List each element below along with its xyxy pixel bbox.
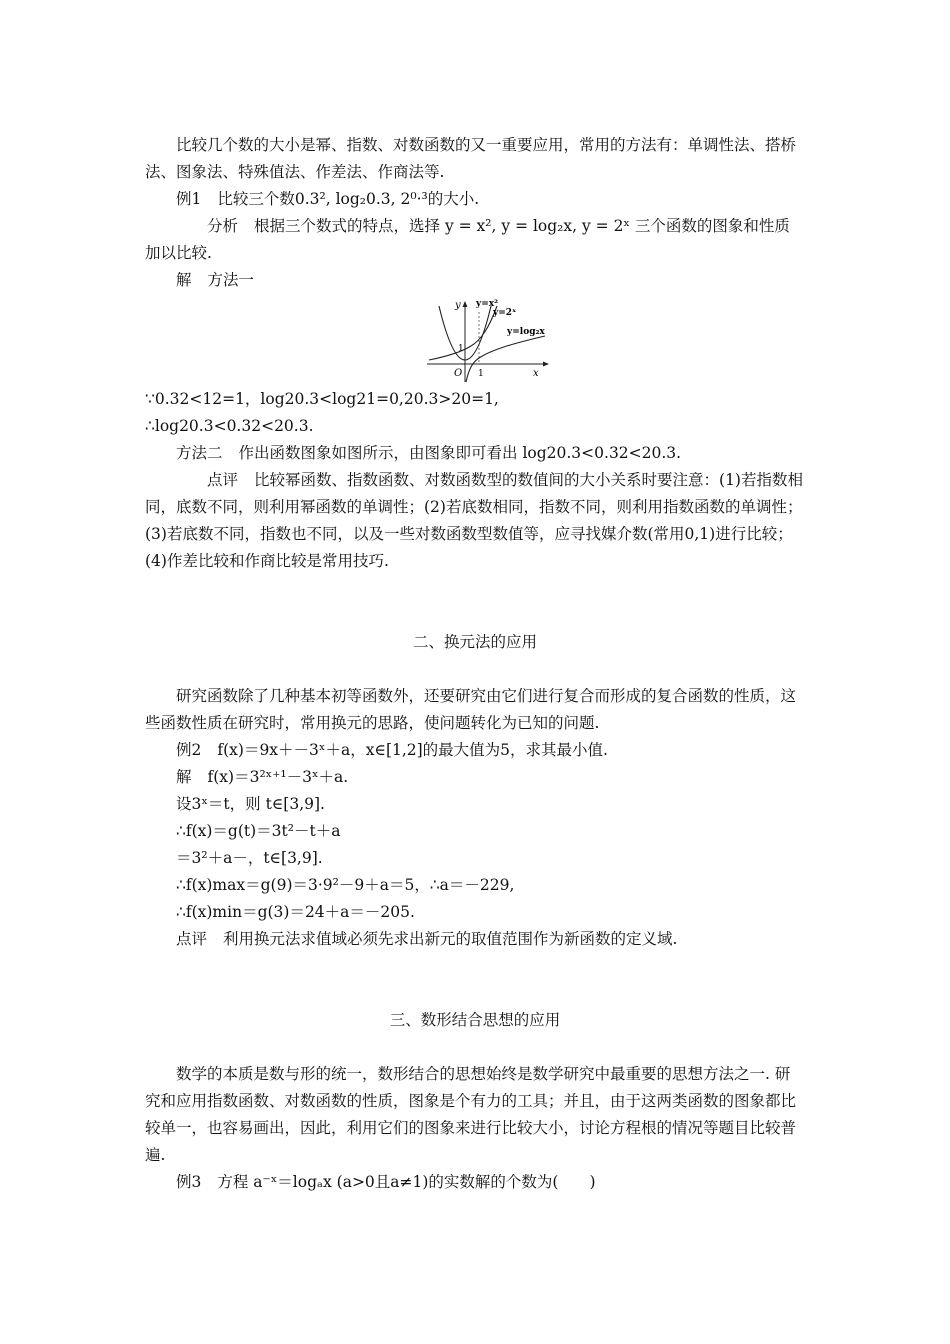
solution-2-step-3: ＝3²＋a－，t∈[3,9]. [176,849,323,867]
therefore-line: ∴log20.3<0.32<20.3. [145,417,314,435]
solution-2-step-4: ∴f(x)max＝g(9)＝3·9²－9＋a＝5，∴a＝－229, [176,876,515,894]
comment-2-paragraph [145,926,805,953]
solution-2-step-2: ∴f(x)＝g(t)＝3t²－t＋a [176,822,341,840]
method-2-paragraph [145,440,805,467]
example-3 [145,1169,805,1196]
x-axis-label: x [533,368,539,379]
example-1-label: 例1 [176,190,202,208]
section-2-title: 二、换元法的应用 [412,633,537,651]
comment-2-label: 点评 [176,930,208,948]
solution-2-line [145,764,805,791]
document-page [145,132,805,1196]
section-2-intro: 研究函数除了几种基本初等函数外，还要研究由它们进行复合而形成的复合函数的性质，这些函数性质在研究时，常用换元的思路，使问题转化为已知的问题. [145,687,797,732]
y-axis-label: y [455,300,461,311]
analysis-label: 分析 [207,217,239,235]
y-one-label: 1 [458,344,464,354]
analysis-paragraph [145,213,805,267]
method-1-label: 方法一 [207,271,255,289]
comment-1-paragraph [145,467,805,575]
function-graph-figure [145,294,805,386]
intro-paragraph: 比较几个数的大小是幂、指数、对数函数的又一重要应用，常用的方法有：单调性法、搭桥法、图象法、特殊值法、作差法、作商法等. [145,136,797,181]
function-graph [425,296,555,384]
solution-2-text: f(x)＝3²ˣ⁺¹－3ˣ＋a. [207,768,349,786]
curve-x-squared-label: y=x² [476,299,499,309]
example-2-label: 例2 [176,741,202,759]
example-1-text: 比较三个数0.3², log₂0.3, 2⁰·³的大小. [217,190,480,208]
method-2-label: 方法二 [176,444,223,462]
comment-2-text: 利用换元法求值域必须先求出新元的取值范围作为新函数的定义域. [223,930,678,948]
example-3-label: 例3 [176,1173,202,1191]
x-axis-arrow [543,362,549,367]
example-3-text: 方程 a⁻ˣ＝logₐx (a>0且a≠1)的实数解的个数为( ) [217,1173,596,1191]
solution-2-step-1: 设3ˣ＝t，则 t∈[3,9]. [176,795,325,813]
curve-2-power-x-label: y=2ˣ [493,308,517,318]
example-2 [145,737,805,764]
example-2-text: f(x)＝9x＋－3ˣ＋a，x∈[1,2]的最大值为5，求其最小值. [217,741,608,759]
comment-1-label: 点评 [207,471,239,489]
because-line: ∵0.32<12=1，log20.3<log21=0,20.3>20=1, [145,390,499,408]
comment-1-text: 比较幂函数、指数函数、对数函数型的数值间的大小关系时要注意：(1)若指数相同，底数不同，则利用幂函数的单调性；(2)若底数相同，指数不同，则利用指数函数的单调性；(3)若底数不同，指数也不同，以及一些对数函数型数值等，应寻找媒介数(常用0,1)进行比较；(4)作差比较和作商比较是常用技巧. [145,471,803,570]
section-3-title: 三、数形结合思想的应用 [389,1011,561,1029]
example-1 [145,186,805,213]
solution-2-step-5: ∴f(x)min＝g(3)＝24＋a＝－205. [176,903,415,921]
curve-log2-x-label: y=log₂x [507,327,545,337]
solution-label: 解 [176,271,192,289]
section-3-intro: 数学的本质是数与形的统一，数形结合的思想始终是数学研究中最重要的思想方法之一. 研究和应用指数函数、对数函数的性质，图象是个有力的工具；并且，由于这两类函数的图象都比较单一，也容易画出，因此，利用它们的图象来进行比较大小，讨论方程根的情况等题目比较普遍. [145,1065,797,1164]
x-one-label: 1 [478,369,484,379]
solution-1-line [145,267,805,294]
method-2-text: 作出函数图象如图所示，由图象即可看出 log20.3<0.32<20.3. [238,444,682,462]
solution-2-label: 解 [176,768,192,786]
analysis-text: 根据三个数式的特点，选择 y = x², y = log₂x, y = 2ˣ 三个函数的图象和性质加以比较. [145,217,790,262]
y-axis-arrow [463,301,468,307]
origin-label: O [454,368,463,379]
